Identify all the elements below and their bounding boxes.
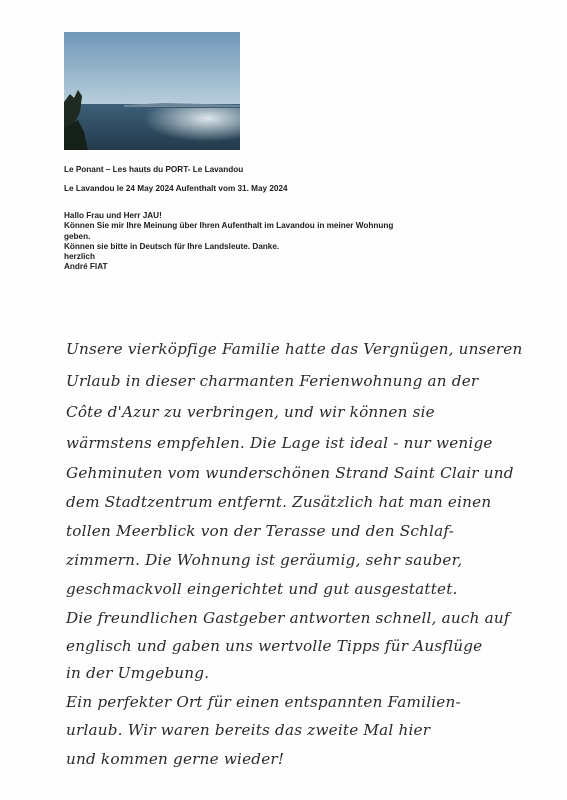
handwritten-line: Côte d'Azur zu verbringen, und wir können sie — [66, 403, 435, 421]
handwritten-line: zimmern. Die Wohnung ist geräumig, sehr sauber, — [66, 551, 463, 569]
handwritten-line: tollen Meerblick von der Terasse und den Schlaf- — [66, 522, 454, 540]
handwritten-line: in der Umgebung. — [66, 664, 210, 682]
handwritten-line: wärmstens empfehlen. Die Lage ist ideal - nur wenige — [66, 434, 493, 452]
date-line: Le Lavandou le 24 May 2024 Aufenthalt vom 31. May 2024 — [64, 184, 288, 193]
printed-letter — [64, 211, 524, 273]
seaside-photo — [64, 32, 240, 150]
letter-line: Können Sie mir Ihre Meinung über Ihren Aufenthalt im Lavandou in meiner Wohnung — [64, 221, 394, 231]
handwritten-line: englisch und gaben uns wertvolle Tipps für Ausflüge — [66, 637, 483, 655]
greeting: Hallo Frau und Herr JAU! — [64, 211, 162, 220]
handwritten-line: Gehminuten vom wunderschönen Strand Saint Clair und — [66, 464, 514, 482]
handwritten-line: dem Stadtzentrum entfernt. Zusätzlich hat man einen — [66, 493, 492, 511]
letter-line: Können sie bitte in Deutsch für Ihre Landsleute. Danke. — [64, 241, 280, 251]
handwritten-line: Die freundlichen Gastgeber antworten schnell, auch auf — [66, 609, 510, 627]
letter-line: geben. — [64, 231, 91, 241]
signature-name: André FIAT — [64, 262, 108, 272]
handwritten-line: und kommen gerne wieder! — [66, 750, 285, 768]
handwritten-line: geschmackvoll eingerichtet und gut ausgestattet. — [66, 580, 458, 598]
closing: herzlich — [64, 252, 95, 262]
handwritten-line: Ein perfekter Ort für einen entspannten Familien- — [66, 693, 461, 711]
location-line: Le Ponant – Les hauts du PORT- Le Lavandou — [64, 165, 244, 174]
handwritten-line: Urlaub in dieser charmanten Ferienwohnung an der — [66, 372, 479, 390]
handwritten-line: Unsere vierköpfige Familie hatte das Vergnügen, unseren — [66, 340, 523, 358]
handwritten-line: urlaub. Wir waren bereits das zweite Mal hier — [66, 721, 431, 739]
